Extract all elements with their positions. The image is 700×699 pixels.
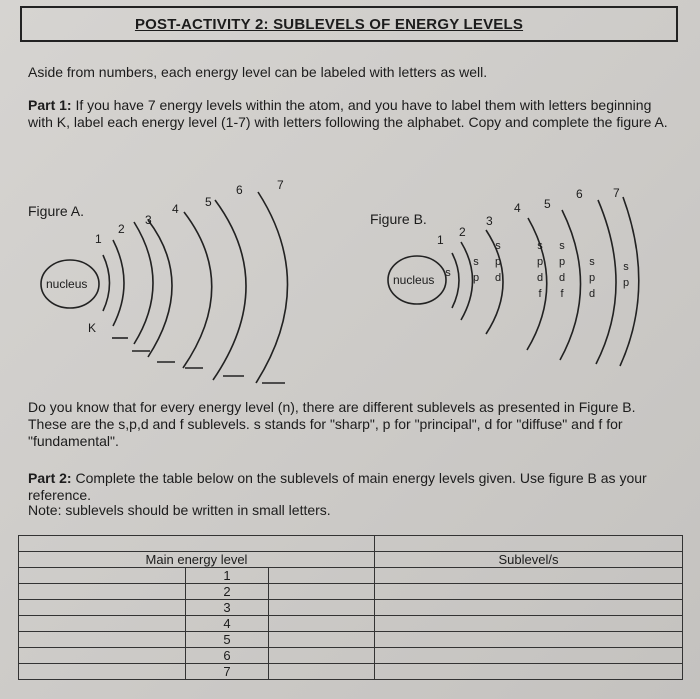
sublevels-table xyxy=(18,535,683,680)
sublevels-explanation: Do you know that for every energy level (n), there are different sublevels as presented in Figure B. These are the s,p,d and f sublevels. s stands for "sharp", p for "principal", d for "diffuse" and f for "fundamental". xyxy=(28,399,636,449)
figure-b-level-4: 4 xyxy=(514,201,521,215)
figure-b-shell-5 xyxy=(560,210,581,360)
main-energy-level-value: 1 xyxy=(185,568,269,583)
figure-b-sublevel-letter: s xyxy=(589,256,595,268)
figure-b-nucleus-label: nucleus xyxy=(393,273,435,287)
figure-a-shell-5 xyxy=(183,212,212,368)
figure-a-level-4: 4 xyxy=(172,202,179,216)
intro-text: Aside from numbers, each energy level can be labeled with letters as well. xyxy=(28,64,488,80)
main-energy-level-value: 7 xyxy=(185,664,269,679)
sublevel-answer-cell[interactable] xyxy=(375,616,683,632)
sublevel-answer-cell[interactable] xyxy=(375,584,683,600)
figure-a-level-6: 6 xyxy=(236,183,243,197)
sublevel-answer-cell[interactable] xyxy=(375,664,683,680)
figure-b-sublevel-letter: s xyxy=(559,240,565,252)
table-row xyxy=(19,568,683,584)
figure-b-sublevel-letter: d xyxy=(558,272,566,284)
part1-text: If you have 7 energy levels within the atom, and you have to label them with letters beginning with K, label each energy level (1-7) with letters following the alphabet. Copy and complete the figure A. xyxy=(28,97,668,130)
part1-label: Part 1: xyxy=(28,97,72,113)
figure-a-shell-3 xyxy=(134,222,153,344)
figure-b-sublevel-letter: p xyxy=(472,272,480,284)
figure-b-sublevel-letter: d xyxy=(494,272,502,284)
table-header-row xyxy=(19,552,683,568)
page-title: POST-ACTIVITY 2: SUBLEVELS OF ENERGY LEVELS xyxy=(134,15,524,33)
sublevel-answer-cell[interactable] xyxy=(375,568,683,584)
figure-b-sublevel-letter: d xyxy=(588,288,596,300)
figure-a-shell-7 xyxy=(256,192,288,383)
main-energy-level-value: 5 xyxy=(185,632,269,647)
figure-b-sublevel-letter: p xyxy=(622,277,630,289)
figure-b-shell-4 xyxy=(527,218,547,350)
figure-b-sublevel-letter: f xyxy=(538,288,542,300)
figure-b-shell-1 xyxy=(452,253,459,308)
figure-b-sublevel-letter: s xyxy=(445,267,451,279)
title-box xyxy=(20,6,678,42)
main-energy-level-value: 4 xyxy=(185,616,269,631)
figure-a-shell-6 xyxy=(213,200,246,380)
figure-b-level-3: 3 xyxy=(486,214,493,228)
main-energy-level-value: 3 xyxy=(185,600,269,615)
table-row xyxy=(19,632,683,648)
figure-a-level-1: 1 xyxy=(95,232,102,246)
figure-a-shell-2 xyxy=(113,240,124,326)
part2-label: Part 2: xyxy=(28,470,72,486)
table-row xyxy=(19,600,683,616)
figure-a-label: Figure A. xyxy=(28,203,85,219)
main-energy-level-value: 6 xyxy=(185,648,269,663)
figure-b-sublevel-letter: s xyxy=(473,256,479,268)
figure-b-level-5: 5 xyxy=(544,197,551,211)
figure-b-sublevel-letter: p xyxy=(588,272,596,284)
figure-b-sublevel-letter: s xyxy=(495,240,501,252)
main-energy-level-value: 2 xyxy=(185,584,269,599)
figure-b-sublevel-letters xyxy=(445,240,629,300)
figure-a-level-2: 2 xyxy=(118,222,125,236)
part2-paragraph xyxy=(28,470,678,504)
table-row xyxy=(19,664,683,680)
sublevel-answer-cell[interactable] xyxy=(375,632,683,648)
figure-b-sublevel-letter: s xyxy=(623,261,629,273)
header-main-energy-level: Main energy level xyxy=(19,552,375,568)
figure-a-level-5: 5 xyxy=(205,195,212,209)
sublevel-answer-cell[interactable] xyxy=(375,600,683,616)
figure-b-level-1: 1 xyxy=(437,233,444,247)
figure-b-shell-2 xyxy=(461,242,473,320)
figure-b-sublevel-letter: p xyxy=(558,256,566,268)
figure-a-first-letter: K xyxy=(88,321,97,335)
figure-a-level-3: 3 xyxy=(145,213,152,227)
figure-b-level-2: 2 xyxy=(459,225,466,239)
note-text: Note: sublevels should be written in small letters. xyxy=(28,502,331,518)
figure-b-label: Figure B. xyxy=(370,211,427,227)
figure-b-level-6: 6 xyxy=(576,187,583,201)
figure-a-shell-1 xyxy=(103,255,110,311)
figure-a-shell-4 xyxy=(148,220,172,357)
table-row xyxy=(19,648,683,664)
table-row xyxy=(19,584,683,600)
figure-b-sublevel-letter: s xyxy=(537,240,543,252)
figure-b-level-7: 7 xyxy=(613,186,620,200)
sublevel-answer-cell[interactable] xyxy=(375,648,683,664)
figure-b-sublevel-letter: p xyxy=(494,256,502,268)
figure-b-sublevel-letter: p xyxy=(536,256,544,268)
part1-paragraph xyxy=(28,97,668,131)
energy-level-figures xyxy=(0,170,700,400)
figure-b-sublevel-letter: f xyxy=(560,288,564,300)
table-row xyxy=(19,616,683,632)
figure-b-shell-6 xyxy=(596,200,616,364)
table-spacer-row xyxy=(19,536,683,552)
figure-a-level-7: 7 xyxy=(277,178,284,192)
figure-a-nucleus-label: nucleus xyxy=(46,277,88,291)
header-sublevels: Sublevel/s xyxy=(375,552,683,568)
part2-text: Complete the table below on the sublevels of main energy levels given. Use figure B as your reference. xyxy=(28,470,647,503)
figure-b-sublevel-letter: d xyxy=(536,272,544,284)
